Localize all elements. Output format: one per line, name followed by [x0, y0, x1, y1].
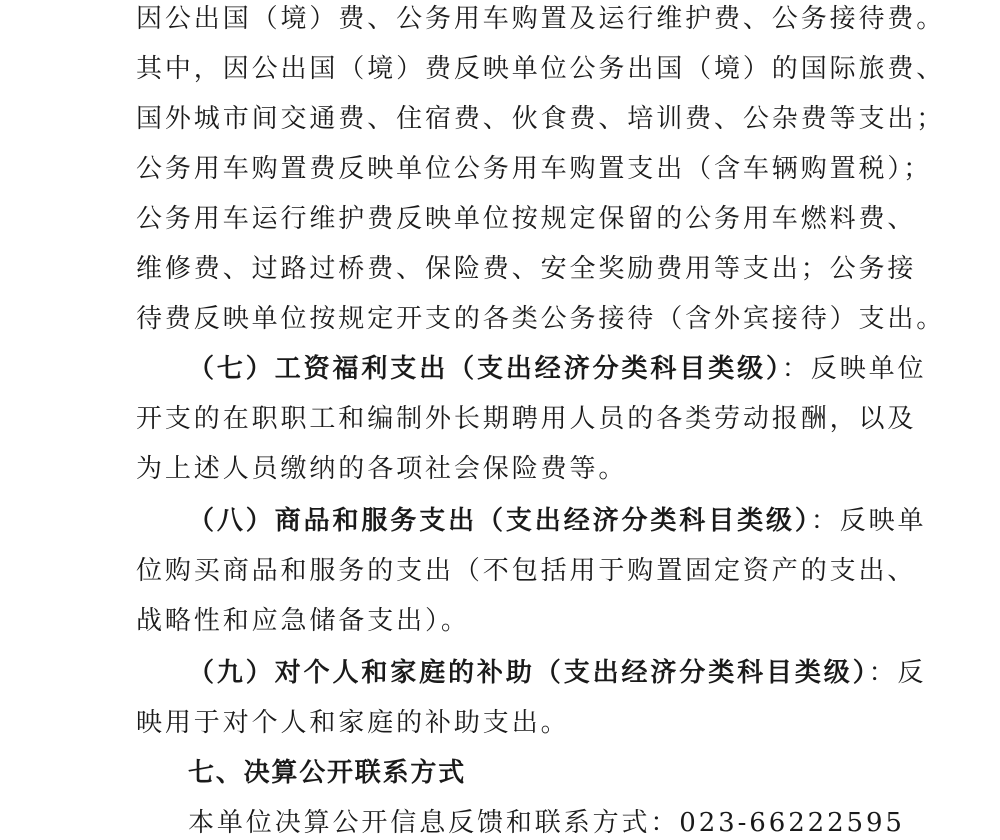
contact-line: 本单位决算公开信息反馈和联系方式：023-66222595 — [188, 808, 905, 838]
subsection-line-8 — [188, 496, 926, 546]
paragraph-line: 因公出国（境）费、公务用车购置及运行维护费、公务接待费。 — [136, 4, 946, 34]
paragraph-line: 开支的在职职工和编制外长期聘用人员的各类劳动报酬，以及 — [136, 404, 917, 434]
paragraph-line: 国外城市间交通费、住宿费、伙食费、培训费、公杂费等支出； — [136, 104, 946, 134]
paragraph-line: 位购买商品和服务的支出（不包括用于购置固定资产的支出、 — [136, 556, 917, 586]
paragraph-line: 公务用车运行维护费反映单位按规定保留的公务用车燃料费、 — [136, 204, 917, 234]
subsection-line-7 — [188, 344, 926, 394]
subsection-title-7: （七）工资福利支出（支出经济分类科目类级） — [188, 354, 782, 384]
paragraph-line: 映用于对个人和家庭的补助支出。 — [136, 708, 570, 738]
subsection-title-8: （八）商品和服务支出（支出经济分类科目类级） — [188, 506, 811, 536]
paragraph-line: 其中，因公出国（境）费反映单位公务出国（境）的国际旅费、 — [136, 54, 946, 84]
subsection-line-9 — [188, 648, 926, 698]
subsection-text-8: ：反映单 — [810, 506, 927, 536]
section-heading: 七、决算公开联系方式 — [188, 758, 467, 788]
paragraph-line: 维修费、过路过桥费、保险费、安全奖励费用等支出；公务接 — [136, 254, 917, 284]
subsection-text-7: ：反映单位 — [781, 354, 927, 384]
subsection-title-9: （九）对个人和家庭的补助（支出经济分类科目类级） — [188, 658, 869, 688]
paragraph-line: 公务用车购置费反映单位公务用车购置支出（含车辆购置税）； — [136, 154, 933, 184]
paragraph-line: 为上述人员缴纳的各项社会保险费等。 — [136, 454, 628, 484]
paragraph-line: 战略性和应急储备支出）。 — [136, 606, 470, 636]
paragraph-line: 待费反映单位按规定开支的各类公务接待（含外宾接待）支出。 — [136, 304, 946, 334]
subsection-text-9: ：反 — [868, 658, 927, 688]
